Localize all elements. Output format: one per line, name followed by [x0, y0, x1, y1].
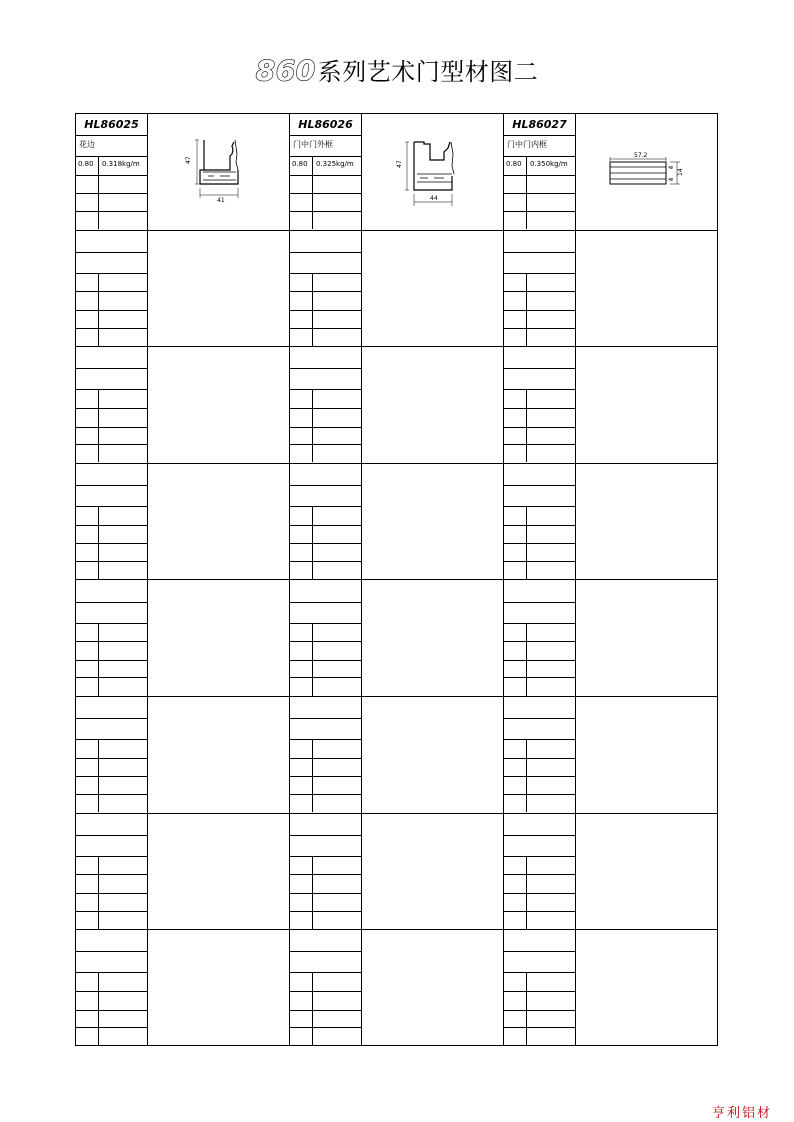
row-divider	[75, 776, 147, 777]
row-divider	[289, 291, 361, 292]
row-divider	[503, 623, 575, 624]
row-divider	[289, 273, 361, 274]
row-divider	[289, 310, 361, 311]
row-divider	[289, 252, 361, 253]
sub-column-divider	[98, 972, 99, 1045]
profile-thickness: 0.80	[506, 160, 522, 168]
row-divider	[75, 794, 147, 795]
row-divider	[75, 660, 147, 661]
row-divider	[75, 1010, 147, 1011]
sub-column-divider	[526, 156, 527, 229]
row-divider	[503, 893, 575, 894]
row-divider	[289, 835, 361, 836]
dim-width: 57.2	[634, 152, 648, 159]
profile-code: HL86027	[512, 118, 567, 131]
row-divider	[75, 368, 147, 369]
row-divider	[289, 641, 361, 642]
row-divider	[503, 291, 575, 292]
row-divider	[75, 1027, 147, 1028]
row-divider	[289, 135, 361, 136]
row-divider	[75, 602, 147, 603]
row-divider	[289, 911, 361, 912]
row-divider	[75, 893, 147, 894]
block-divider	[75, 463, 718, 464]
row-divider	[503, 135, 575, 136]
row-divider	[289, 525, 361, 526]
row-divider	[75, 273, 147, 274]
row-divider	[289, 718, 361, 719]
dim-inner-b: 6	[669, 177, 675, 181]
row-divider	[503, 252, 575, 253]
dim-height: 47	[185, 156, 192, 164]
row-divider	[289, 1027, 361, 1028]
row-divider	[75, 175, 147, 176]
row-divider	[75, 444, 147, 445]
row-divider	[75, 874, 147, 875]
sub-column-divider	[312, 273, 313, 346]
profile-name: 花边	[79, 140, 95, 149]
row-divider	[75, 758, 147, 759]
row-divider	[503, 794, 575, 795]
row-divider	[289, 1010, 361, 1011]
row-divider	[75, 211, 147, 212]
row-divider	[503, 389, 575, 390]
row-divider	[289, 794, 361, 795]
dim-width: 41	[217, 197, 225, 204]
row-divider	[75, 506, 147, 507]
row-divider	[503, 485, 575, 486]
title-number: 860	[255, 54, 316, 87]
block-divider	[75, 230, 718, 231]
row-divider	[75, 951, 147, 952]
sub-column-divider	[312, 739, 313, 812]
row-divider	[503, 641, 575, 642]
row-divider	[75, 972, 147, 973]
row-divider	[503, 408, 575, 409]
row-divider	[503, 660, 575, 661]
row-divider	[503, 835, 575, 836]
row-divider	[503, 758, 575, 759]
block-divider	[75, 696, 718, 697]
footer-brand: 亨利铝材	[711, 1106, 772, 1121]
sub-column-divider	[526, 623, 527, 696]
sub-column-divider	[526, 972, 527, 1045]
row-divider	[503, 1027, 575, 1028]
sub-column-divider	[526, 506, 527, 579]
row-divider	[75, 252, 147, 253]
row-divider	[503, 776, 575, 777]
profile-weight: 0.325kg/m	[316, 160, 354, 168]
row-divider	[289, 561, 361, 562]
sub-column-divider	[98, 156, 99, 229]
row-divider	[75, 641, 147, 642]
row-divider	[503, 677, 575, 678]
row-divider	[503, 156, 575, 157]
sub-column-divider	[312, 389, 313, 462]
row-divider	[75, 408, 147, 409]
sub-column-divider	[98, 739, 99, 812]
profile-drawing-hl86026	[394, 136, 464, 216]
row-divider	[75, 911, 147, 912]
row-divider	[503, 211, 575, 212]
row-divider	[75, 427, 147, 428]
row-divider	[289, 175, 361, 176]
profile-thickness: 0.80	[292, 160, 308, 168]
row-divider	[289, 951, 361, 952]
row-divider	[75, 677, 147, 678]
row-divider	[289, 856, 361, 857]
row-divider	[75, 135, 147, 136]
row-divider	[75, 543, 147, 544]
page-title	[0, 52, 794, 87]
row-divider	[503, 1010, 575, 1011]
row-divider	[75, 193, 147, 194]
sub-column-divider	[312, 623, 313, 696]
row-divider	[289, 193, 361, 194]
dim-inner-a: 6	[669, 165, 675, 169]
row-divider	[75, 991, 147, 992]
row-divider	[503, 175, 575, 176]
row-divider	[503, 193, 575, 194]
row-divider	[289, 758, 361, 759]
sub-column-divider	[312, 972, 313, 1045]
profile-drawing-hl86025	[180, 132, 250, 212]
row-divider	[289, 660, 361, 661]
row-divider	[289, 156, 361, 157]
row-divider	[503, 874, 575, 875]
row-divider	[289, 972, 361, 973]
profile-thickness: 0.80	[78, 160, 94, 168]
title-text: 系列艺术门型材图二	[317, 58, 539, 86]
row-divider	[503, 368, 575, 369]
profile-name: 门中门外框	[293, 140, 333, 149]
row-divider	[503, 972, 575, 973]
block-divider	[75, 813, 718, 814]
row-divider	[503, 328, 575, 329]
sub-column-divider	[98, 623, 99, 696]
sub-column-divider	[312, 156, 313, 229]
row-divider	[503, 718, 575, 719]
profile-name: 门中门内框	[507, 140, 547, 149]
row-divider	[75, 525, 147, 526]
row-divider	[289, 408, 361, 409]
row-divider	[289, 444, 361, 445]
row-divider	[75, 856, 147, 857]
block-divider	[75, 929, 718, 930]
row-divider	[503, 739, 575, 740]
sub-column-divider	[312, 506, 313, 579]
sub-column-divider	[98, 273, 99, 346]
row-divider	[503, 951, 575, 952]
row-divider	[289, 485, 361, 486]
row-divider	[75, 718, 147, 719]
dim-height: 47	[396, 160, 403, 168]
sub-column-divider	[312, 856, 313, 929]
block-divider	[75, 346, 718, 347]
row-divider	[289, 991, 361, 992]
row-divider	[503, 991, 575, 992]
row-divider	[503, 427, 575, 428]
row-divider	[289, 427, 361, 428]
row-divider	[75, 389, 147, 390]
row-divider	[75, 561, 147, 562]
row-divider	[289, 328, 361, 329]
row-divider	[289, 893, 361, 894]
profile-code: HL86026	[298, 118, 353, 131]
row-divider	[503, 856, 575, 857]
sub-column-divider	[526, 739, 527, 812]
row-divider	[289, 543, 361, 544]
row-divider	[75, 485, 147, 486]
sub-column-divider	[98, 389, 99, 462]
row-divider	[289, 677, 361, 678]
row-divider	[289, 389, 361, 390]
sub-column-divider	[98, 506, 99, 579]
row-divider	[503, 525, 575, 526]
profile-weight: 0.350kg/m	[530, 160, 568, 168]
profile-drawing-hl86027	[600, 150, 690, 190]
profile-code: HL86025	[84, 118, 139, 131]
row-divider	[289, 739, 361, 740]
row-divider	[503, 506, 575, 507]
row-divider	[503, 911, 575, 912]
row-divider	[75, 739, 147, 740]
row-divider	[289, 776, 361, 777]
row-divider	[503, 543, 575, 544]
dim-height: 14	[677, 168, 684, 176]
row-divider	[75, 835, 147, 836]
row-divider	[289, 623, 361, 624]
row-divider	[75, 623, 147, 624]
sub-column-divider	[526, 389, 527, 462]
row-divider	[503, 310, 575, 311]
row-divider	[289, 602, 361, 603]
dim-width: 44	[430, 195, 438, 202]
row-divider	[503, 561, 575, 562]
block-divider	[75, 579, 718, 580]
row-divider	[75, 328, 147, 329]
row-divider	[289, 211, 361, 212]
row-divider	[75, 291, 147, 292]
sub-column-divider	[98, 856, 99, 929]
row-divider	[75, 310, 147, 311]
row-divider	[289, 506, 361, 507]
sub-column-divider	[526, 856, 527, 929]
sub-column-divider	[526, 273, 527, 346]
row-divider	[503, 602, 575, 603]
row-divider	[503, 273, 575, 274]
profile-weight: 0.318kg/m	[102, 160, 140, 168]
row-divider	[289, 368, 361, 369]
row-divider	[289, 874, 361, 875]
row-divider	[503, 444, 575, 445]
row-divider	[75, 156, 147, 157]
